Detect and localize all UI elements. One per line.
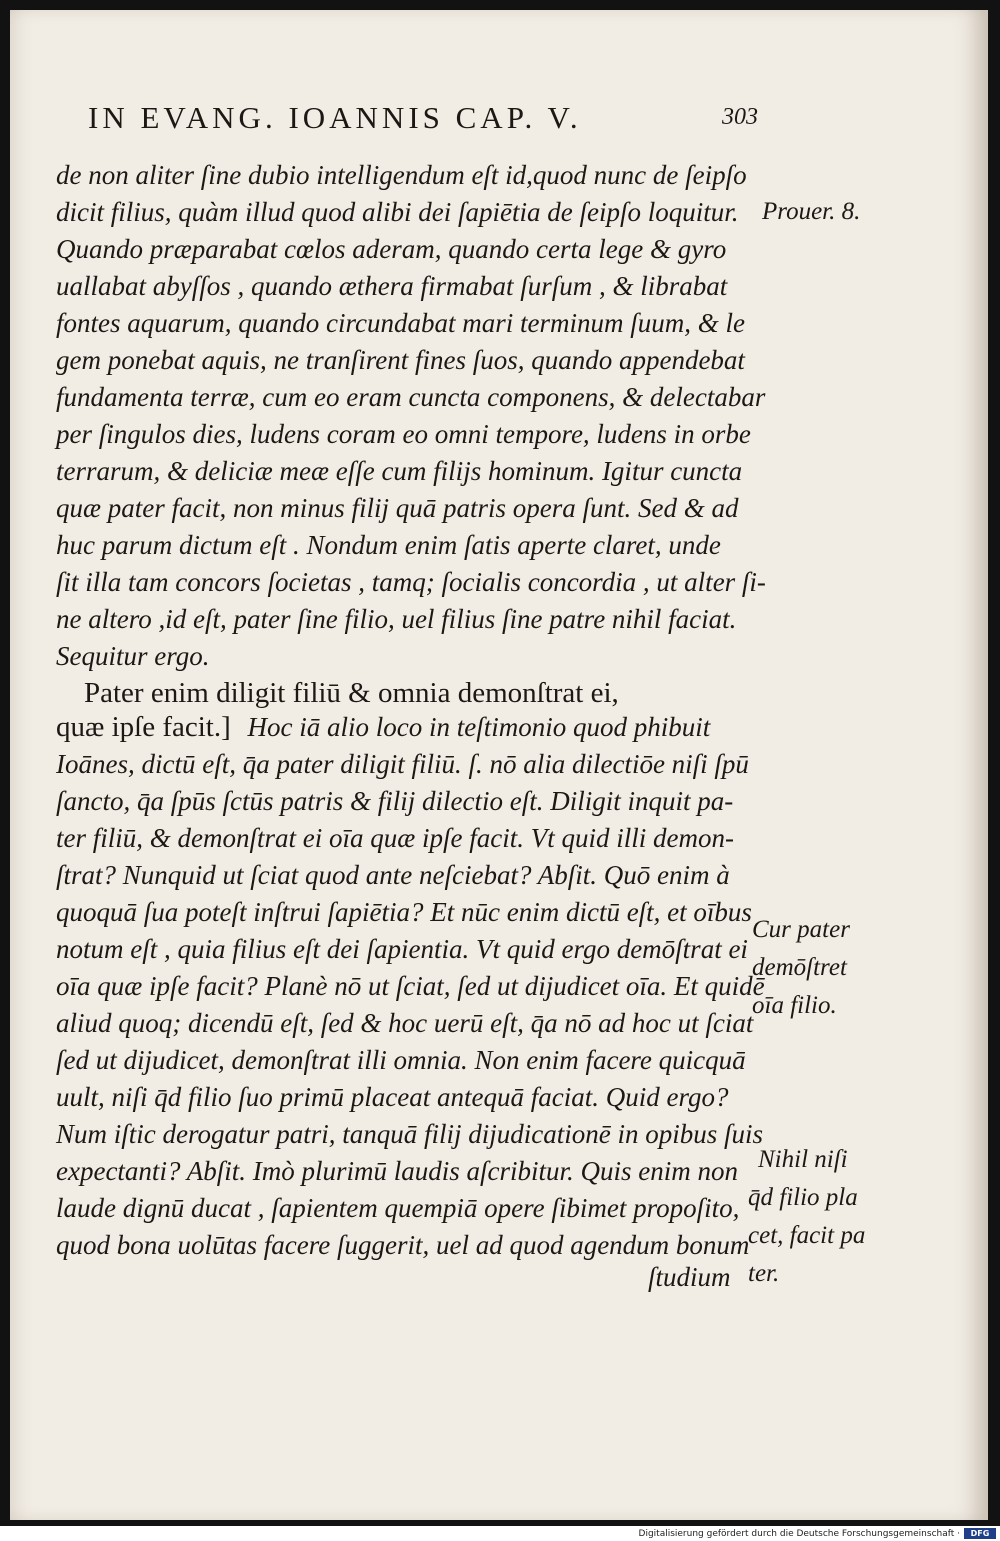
marginal-note-prouer: Prouer. 8. (762, 198, 861, 225)
body-line: uallabat abyſſos , quando æthera firmabat ſurſum , & librabat (56, 271, 728, 301)
body-line: quæ pater facit, non minus filij quā patris opera ſunt. Sed & ad (56, 493, 739, 523)
body-line: ſtrat? Nunquid ut ſciat quod ante neſciebat? Abſit. Quō enim à (56, 860, 730, 890)
body-line: de non aliter ſine dubio intelligendum eſt id,quod nunc de ſeipſo (56, 160, 747, 190)
body-line: ſancto, q̄a ſpūs ſctūs patris & filij dilectio eſt. Diligit inquit pa- (56, 786, 734, 816)
page-edge (985, 10, 988, 1520)
body-line: terrarum, & deliciæ meæ eſſe cum filijs hominum. Igitur cuncta (56, 456, 743, 486)
body-line: aliud quoq; dicendū eſt, ſed & hoc uerū eſt, q̄a nō ad hoc ut ſciat (56, 1008, 754, 1038)
commentary-text: Hoc iā alio loco in teſtimonio quod phibuit (247, 712, 711, 742)
marginal-note-nihil: ter. (748, 1260, 780, 1287)
body-line: ſit illa tam concors ſocietas , tamq; ſocialis concordia , ut alter ſi- (56, 567, 766, 597)
body-line: ſed ut dijudicet, demonſtrat illi omnia. Non enim facere quicquā (56, 1045, 746, 1075)
body-line: oīa quæ ipſe facit? Planè nō ut ſciat, ſed ut dijudicet oīa. Et quidē (56, 971, 765, 1001)
marginal-note-cur: Cur pater (752, 916, 850, 943)
lemma-text: quæ ipſe facit.] (56, 711, 231, 743)
body-line: dicit filius, quàm illud quod alibi dei ſapiētia de ſeipſo loquitur. (56, 197, 739, 227)
marginal-note-cur: demōſtret (752, 954, 847, 981)
body-line: Num iſtic derogatur patri, tanquā filij dijudicationē in opibus ſuis (56, 1119, 764, 1149)
body-line: Ioānes, dictū eſt, q̄a pater diligit filiū. ſ. nō alia dilectiōe niſi ſpū (56, 749, 749, 779)
running-head: IN EVANG. IOANNIS CAP. V. (88, 100, 582, 135)
body-line: per ſingulos dies, ludens coram eo omni tempore, ludens in orbe (56, 419, 751, 449)
body-line: gem ponebat aquis, ne tranſirent fines ſuos, quando appendebat (56, 345, 745, 375)
body-line: ter filiū, & demonſtrat ei oīa quæ ipſe facit. Vt quid illi demon- (56, 823, 734, 853)
body-line: quoquā ſua poteſt inſtrui ſapiētia? Et nūc enim dictū eſt, et oībus (56, 897, 752, 927)
body-line: quod bona uolūtas facere ſuggerit, uel ad quod agendum bonum (56, 1230, 750, 1260)
folio-number: 303 (722, 104, 758, 130)
lemma-line: Pater enim diligit filiū & omnia demonſtrat ei, (84, 677, 619, 709)
body-line: expectanti? Abſit. Imò plurimū laudis aſcribitur. Quis enim non (56, 1156, 738, 1186)
body-line: uult, niſi q̄d filio ſuo primū placeat antequā faciat. Quid ergo? (56, 1082, 729, 1112)
funding-credit: Digitalisierung gefördert durch die Deutsche Forschungsgemeinschaft · (638, 1529, 960, 1539)
body-line: huc parum dictum eſt . Nondum enim ſatis aperte claret, unde (56, 530, 721, 560)
body-line: laude dignū ducat , ſapientem quempiā opere ſibimet propoſito, (56, 1193, 740, 1223)
body-line: ne altero ,id eſt, pater ſine filio, uel filius ſine patre nihil faciat. (56, 604, 737, 634)
catchword: ſtudium (648, 1262, 731, 1292)
marginal-note-nihil: q̄d filio pla (748, 1184, 858, 1211)
body-line: fundamenta terræ, cum eo eram cuncta componens, & delectabar (56, 382, 766, 412)
marginal-note-nihil: Nihil niſi (758, 1146, 848, 1173)
body-line: fontes aquarum, quando circundabat mari terminum ſuum, & le (56, 308, 745, 338)
body-line: notum eſt , quia filius eſt dei ſapientia. Vt quid ergo demōſtrat ei (56, 934, 748, 964)
body-line: Quando præparabat cœlos aderam, quando certa lege & gyro (56, 234, 727, 264)
body-line: Sequitur ergo. (56, 641, 210, 671)
marginal-note-cur: oīa filio. (752, 992, 837, 1019)
lemma-line-2 (56, 711, 710, 743)
dfg-logo: DFG (964, 1528, 996, 1539)
marginal-note-nihil: cet, facit pa (748, 1222, 866, 1249)
